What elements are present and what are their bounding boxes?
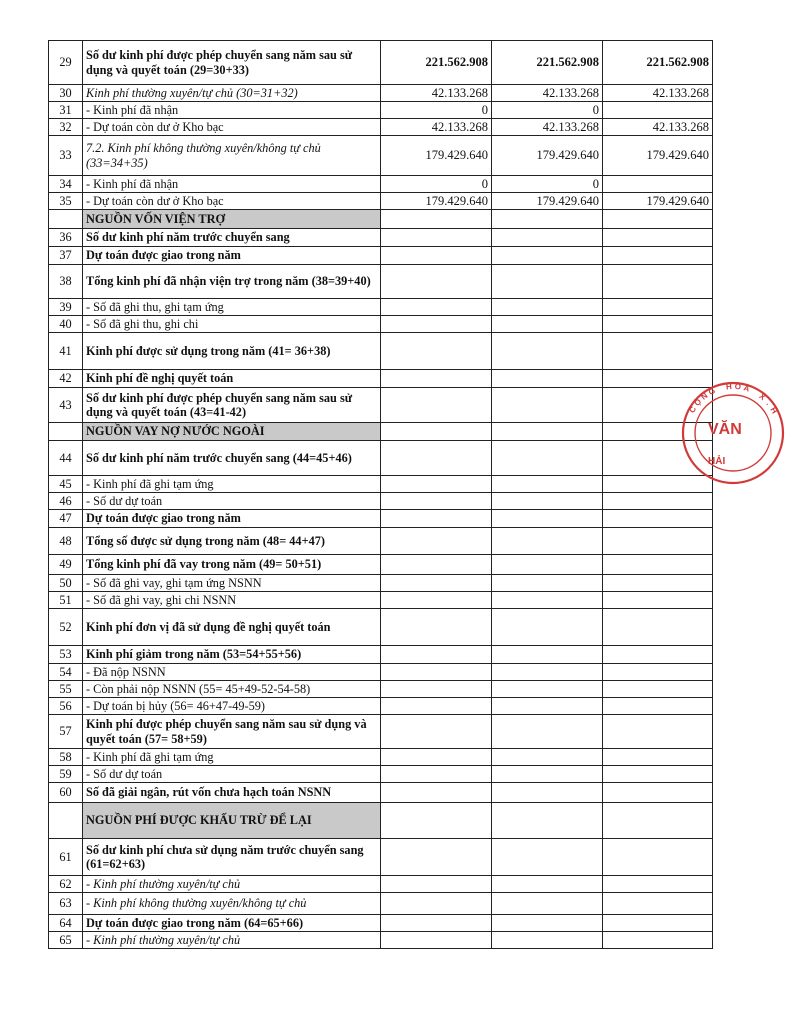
row-number [49,423,83,441]
svg-text:X: X [757,391,768,403]
value-cell-col1 [381,476,492,493]
row-description: - Số đã ghi vay, ghi tạm ứng NSNN [83,575,381,592]
row-number: 60 [49,783,83,803]
row-description: - Số dư dự toán [83,493,381,510]
table-row [49,388,713,423]
row-number: 51 [49,592,83,609]
value-cell-col1 [381,766,492,783]
value-cell-col1 [381,299,492,316]
value-cell-col2 [492,299,603,316]
row-number: 56 [49,698,83,715]
value-cell-col1 [381,316,492,333]
svg-text:N: N [699,391,710,402]
report-rows [49,41,713,949]
value-cell-col2 [492,229,603,247]
value-cell-col3 [603,839,713,876]
table-row [49,698,713,715]
value-cell-col1 [381,265,492,299]
row-number: 39 [49,299,83,316]
value-cell-col1 [381,423,492,441]
section-title: NGUỒN VỐN VIỆN TRỢ [83,210,381,229]
row-number: 29 [49,41,83,85]
table-row [49,528,713,555]
svg-text:G: G [707,386,717,397]
value-cell-col3 [603,646,713,664]
table-row [49,85,713,102]
row-description: - Số đã ghi thu, ghi chi [83,316,381,333]
value-cell-col3 [603,510,713,528]
value-cell-col1 [381,493,492,510]
table-row [49,766,713,783]
value-cell-col1 [381,783,492,803]
row-description: Số dư kinh phí năm trước chuyển sang (44=45+46) [83,441,381,476]
value-cell-col2: 179.429.640 [492,193,603,210]
row-number: 53 [49,646,83,664]
row-description: Số dư kinh phí chưa sử dụng năm trước chuyển sang (61=62+63) [83,839,381,876]
table-row [49,476,713,493]
value-cell-col1 [381,876,492,893]
svg-text:H: H [768,405,780,416]
value-cell-col1 [381,715,492,749]
row-number: 61 [49,839,83,876]
row-number: 54 [49,664,83,681]
value-cell-col3 [603,803,713,839]
row-description: Số dư kinh phí được phép chuyển sang năm sau sử dụng và quyết toán (29=30+33) [83,41,381,85]
table-row [49,749,713,766]
value-cell-col1 [381,839,492,876]
value-cell-col2 [492,388,603,423]
row-number: 48 [49,528,83,555]
value-cell-col2 [492,803,603,839]
row-number: 65 [49,932,83,949]
table-row [49,715,713,749]
table-row [49,932,713,949]
value-cell-col3 [603,555,713,575]
value-cell-col2 [492,609,603,646]
value-cell-col3 [603,493,713,510]
section-header-row [49,423,713,441]
value-cell-col2 [492,766,603,783]
value-cell-col2 [492,715,603,749]
value-cell-col3 [603,299,713,316]
row-number: 50 [49,575,83,592]
value-cell-col1: 179.429.640 [381,193,492,210]
value-cell-col1: 0 [381,102,492,119]
value-cell-col3 [603,528,713,555]
value-cell-col2: 0 [492,176,603,193]
table-row [49,119,713,136]
row-number: 41 [49,333,83,370]
table-row [49,176,713,193]
row-description: Số đã giải ngân, rút vốn chưa hạch toán NSNN [83,783,381,803]
value-cell-col3: 179.429.640 [603,193,713,210]
table-row [49,664,713,681]
row-number [49,210,83,229]
table-row [49,136,713,176]
row-number: 36 [49,229,83,247]
row-number: 38 [49,265,83,299]
row-number: 58 [49,749,83,766]
table-row [49,893,713,915]
table-row [49,783,713,803]
value-cell-col1 [381,681,492,698]
row-number: 47 [49,510,83,528]
value-cell-col2 [492,510,603,528]
value-cell-col3 [603,749,713,766]
value-cell-col1 [381,210,492,229]
value-cell-col1: 42.133.268 [381,119,492,136]
row-number: 32 [49,119,83,136]
value-cell-col1 [381,592,492,609]
value-cell-col3 [603,265,713,299]
row-number: 52 [49,609,83,646]
table-row [49,681,713,698]
value-cell-col3 [603,876,713,893]
table-row [49,299,713,316]
value-cell-col2: 179.429.640 [492,136,603,176]
value-cell-col3 [603,176,713,193]
row-number: 57 [49,715,83,749]
table-row [49,333,713,370]
value-cell-col1 [381,893,492,915]
value-cell-col3 [603,388,713,423]
row-number: 37 [49,247,83,265]
table-row [49,915,713,932]
svg-text:HẢI: HẢI [708,456,726,467]
value-cell-col3 [603,102,713,119]
value-cell-col2: 0 [492,102,603,119]
value-cell-col3 [603,575,713,592]
table-row [49,493,713,510]
value-cell-col1 [381,333,492,370]
row-number: 62 [49,876,83,893]
table-row [49,510,713,528]
value-cell-col3 [603,592,713,609]
row-description: - Kinh phí không thường xuyên/không tự chủ [83,893,381,915]
row-description: - Dự toán còn dư ở Kho bạc [83,119,381,136]
value-cell-col1 [381,646,492,664]
row-description: Kinh phí thường xuyên/tự chủ (30=31+32) [83,85,381,102]
svg-text:A: A [742,383,751,394]
value-cell-col2 [492,370,603,388]
row-number: 59 [49,766,83,783]
value-cell-col2: 42.133.268 [492,119,603,136]
table-row [49,876,713,893]
value-cell-col1 [381,575,492,592]
budget-report-table [48,40,713,949]
value-cell-col2 [492,893,603,915]
value-cell-col3 [603,681,713,698]
row-number: 46 [49,493,83,510]
value-cell-col3 [603,893,713,915]
table-row [49,229,713,247]
value-cell-col3 [603,715,713,749]
value-cell-col2 [492,664,603,681]
value-cell-col3 [603,783,713,803]
row-description: - Kinh phí đã ghi tạm ứng [83,476,381,493]
row-description: - Kinh phí thường xuyên/tự chủ [83,876,381,893]
value-cell-col1: 221.562.908 [381,41,492,85]
value-cell-col1 [381,510,492,528]
row-description: Dự toán được giao trong năm [83,247,381,265]
value-cell-col3 [603,915,713,932]
value-cell-col2 [492,441,603,476]
row-description: Tổng kinh phí đã nhận viện trợ trong năm (38=39+40) [83,265,381,299]
value-cell-col1 [381,555,492,575]
row-description: Kinh phí được sử dụng trong năm (41= 36+38) [83,333,381,370]
value-cell-col3 [603,370,713,388]
svg-text:.: . [764,399,773,407]
section-header-row [49,210,713,229]
value-cell-col2 [492,493,603,510]
section-title: NGUỒN PHÍ ĐƯỢC KHẤU TRỪ ĐỂ LẠI [83,803,381,839]
value-cell-col2 [492,932,603,949]
row-number [49,803,83,839]
row-description: Số dư kinh phí năm trước chuyển sang [83,229,381,247]
row-description: - Số đã ghi vay, ghi chi NSNN [83,592,381,609]
row-number: 49 [49,555,83,575]
svg-text:Ộ: Ộ [692,397,704,408]
value-cell-col1 [381,370,492,388]
row-description: Dự toán được giao trong năm [83,510,381,528]
value-cell-col1 [381,749,492,766]
value-cell-col2 [492,783,603,803]
row-number: 34 [49,176,83,193]
row-description: Dự toán được giao trong năm (64=65+66) [83,915,381,932]
value-cell-col1 [381,609,492,646]
row-description: - Kinh phí thường xuyên/tự chủ [83,932,381,949]
value-cell-col1: 0 [381,176,492,193]
row-number: 63 [49,893,83,915]
value-cell-col2 [492,749,603,766]
value-cell-col3 [603,247,713,265]
value-cell-col2 [492,876,603,893]
row-description: Tổng số được sử dụng trong năm (48= 44+47) [83,528,381,555]
table-row [49,370,713,388]
row-description: - Số đã ghi thu, ghi tạm ứng [83,299,381,316]
value-cell-col3: 179.429.640 [603,136,713,176]
table-row [49,102,713,119]
value-cell-col1 [381,388,492,423]
value-cell-col2 [492,476,603,493]
value-cell-col3: 42.133.268 [603,85,713,102]
value-cell-col2 [492,333,603,370]
row-description: Kinh phí đề nghị quyết toán [83,370,381,388]
value-cell-col1 [381,528,492,555]
value-cell-col3 [603,229,713,247]
value-cell-col1 [381,664,492,681]
value-cell-col2 [492,247,603,265]
table-row [49,316,713,333]
row-description: Kinh phí đơn vị đã sử dụng đề nghị quyết toán [83,609,381,646]
value-cell-col2 [492,316,603,333]
value-cell-col3 [603,698,713,715]
value-cell-col1: 179.429.640 [381,136,492,176]
table-row [49,247,713,265]
svg-text:VĂN: VĂN [708,421,742,438]
value-cell-col2 [492,915,603,932]
value-cell-col3 [603,766,713,783]
value-cell-col1 [381,932,492,949]
value-cell-col1 [381,915,492,932]
value-cell-col2 [492,210,603,229]
value-cell-col1 [381,698,492,715]
value-cell-col1 [381,229,492,247]
svg-text:H: H [725,381,733,392]
row-number: 40 [49,316,83,333]
value-cell-col3: 221.562.908 [603,41,713,85]
svg-text:Ò: Ò [734,381,742,392]
table-row [49,41,713,85]
row-number: 43 [49,388,83,423]
row-description: 7.2. Kinh phí không thường xuyên/không tự chủ (33=34+35) [83,136,381,176]
value-cell-col2 [492,698,603,715]
table-row [49,441,713,476]
row-description: Kinh phí được phép chuyển sang năm sau sử dụng và quyết toán (57= 58+59) [83,715,381,749]
value-cell-col2 [492,575,603,592]
value-cell-col2 [492,646,603,664]
row-description: - Kinh phí đã nhận [83,176,381,193]
section-header-row [49,803,713,839]
row-description: - Đã nộp NSNN [83,664,381,681]
svg-text:C: C [687,404,699,415]
value-cell-col1 [381,803,492,839]
value-cell-col2 [492,528,603,555]
table-row [49,609,713,646]
value-cell-col3 [603,664,713,681]
value-cell-col2: 221.562.908 [492,41,603,85]
row-description: - Dự toán bị hủy (56= 46+47-49-59) [83,698,381,715]
table-row [49,265,713,299]
value-cell-col3 [603,476,713,493]
row-description: Tổng kinh phí đã vay trong năm (49= 50+51) [83,555,381,575]
value-cell-col3 [603,441,713,476]
row-description: - Còn phải nộp NSNN (55= 45+49-52-54-58) [83,681,381,698]
value-cell-col3 [603,316,713,333]
value-cell-col2 [492,839,603,876]
value-cell-col3 [603,210,713,229]
row-number: 44 [49,441,83,476]
row-number: 55 [49,681,83,698]
table-row [49,193,713,210]
value-cell-col1 [381,247,492,265]
value-cell-col3 [603,932,713,949]
table-row [49,575,713,592]
row-description: - Dự toán còn dư ở Kho bạc [83,193,381,210]
row-number: 45 [49,476,83,493]
section-title: NGUỒN VAY NỢ NƯỚC NGOÀI [83,423,381,441]
value-cell-col1: 42.133.268 [381,85,492,102]
value-cell-col2 [492,681,603,698]
value-cell-col2 [492,555,603,575]
value-cell-col2 [492,265,603,299]
row-number: 64 [49,915,83,932]
value-cell-col2 [492,592,603,609]
row-description: Kinh phí giảm trong năm (53=54+55+56) [83,646,381,664]
value-cell-col2: 42.133.268 [492,85,603,102]
row-description: Số dư kinh phí được phép chuyển sang năm sau sử dụng và quyết toán (43=41-42) [83,388,381,423]
value-cell-col3 [603,423,713,441]
row-description: - Kinh phí đã nhận [83,102,381,119]
value-cell-col3: 42.133.268 [603,119,713,136]
table-row [49,646,713,664]
value-cell-col3 [603,333,713,370]
row-number: 35 [49,193,83,210]
table-row [49,839,713,876]
value-cell-col3 [603,609,713,646]
row-description: - Số dư dự toán [83,766,381,783]
table-row [49,592,713,609]
row-description: - Kinh phí đã ghi tạm ứng [83,749,381,766]
row-number: 42 [49,370,83,388]
value-cell-col2 [492,423,603,441]
table-row [49,555,713,575]
value-cell-col1 [381,441,492,476]
row-number: 33 [49,136,83,176]
row-number: 31 [49,102,83,119]
row-number: 30 [49,85,83,102]
